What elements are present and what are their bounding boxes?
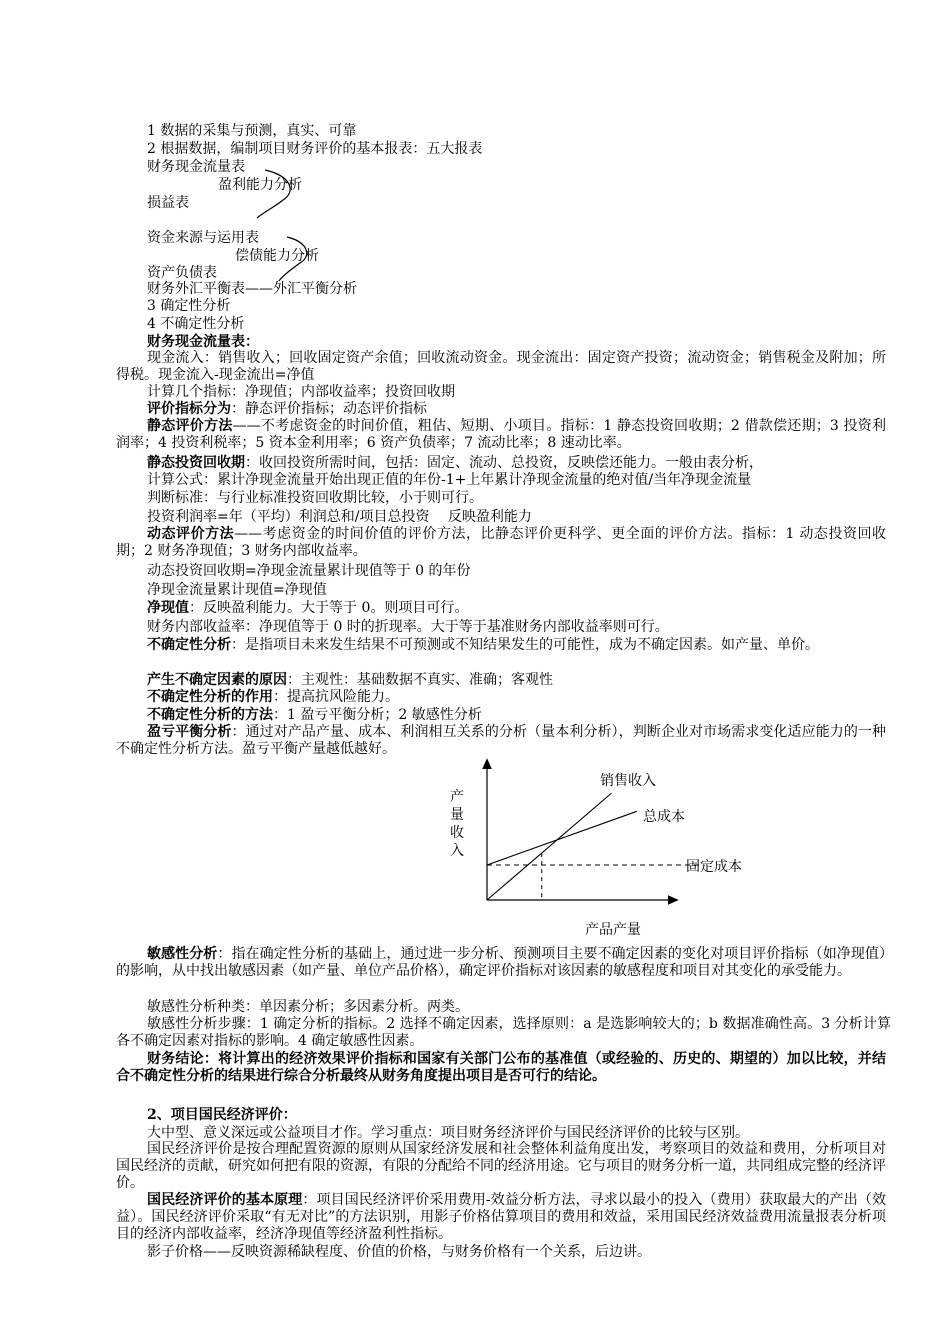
revenue-label: 销售收入 xyxy=(600,773,656,789)
forex-dash: —— xyxy=(245,281,273,297)
p3-heading: 评价指标分为 xyxy=(147,401,231,417)
y-label-char: 量 xyxy=(450,807,464,823)
cashflow-p10: 动态投资回收期=净现金流量累计现值等于 0 的年份 xyxy=(147,563,471,579)
fixed-cost-label: 固定成本 xyxy=(686,859,742,875)
p5-text: ：收回投资所需时间，包括：固定、流动、总投资，反映偿还能力。一般由表分析， xyxy=(245,455,763,471)
cashflow-heading-text: 财务现金流量表： xyxy=(147,334,259,350)
sens-p1-text: ：指在确定性分析的基础上，通过进一步分析、预测项目主要不确定因素的变化对项目评价指标（如净现值）的影响，从中找出敏感因素（如产量、单位产品价格），确定评价指标对该因素的敏感程度和项目对其变化的承受能力。 xyxy=(116,946,887,979)
conclusion-text: 财务结论：将计算出的经济效果评价指标和国家有关部门公布的基准值（或经验的、历史的、期望的）加以比较，并结合不确定性分析的结果进行综合分析最终从财务角度提出项目是否可行的结论。 xyxy=(116,1051,886,1084)
intro-line-3: 3 确定性分析 xyxy=(147,298,231,314)
cashflow-p2: 计算几个指标：净现值；内部收益率；投资回收期 xyxy=(147,384,455,400)
cashflow-heading xyxy=(147,334,259,351)
y-axis-label xyxy=(450,788,464,859)
brace-solvency xyxy=(279,237,307,281)
intro-line-2: 2 根据数据，编制项目财务评价的基本报表：五大报表 xyxy=(147,141,483,157)
p14-text: ：是指项目未来发生结果不可预测或不知结果发生的可能性，成为不确定因素。如产量、单价。 xyxy=(231,637,819,653)
cashflow-p7: 判断标准：与行业标准投资回收期比较，小于则可行。 xyxy=(147,490,483,506)
cashflow-p18 xyxy=(116,724,886,758)
cashflow-p16 xyxy=(147,689,399,706)
cashflow-p1: 现金流入：销售收入；回收固定资产余值；回收流动资金。现金流出：固定资产投资；流动资金；销售税金及附加；所得税。现金流入-现金流出=净值 xyxy=(116,350,886,383)
p9-heading: 动态评价方法 xyxy=(147,526,235,542)
national-p1: 大中型、意义深远或公益项目才作。学习重点：项目财务经济评价与国民经济评价的比较与区别。 xyxy=(147,1125,749,1141)
sensitivity-p3: 敏感性分析步骤：1 确定分析的指标。2 选择不确定因素，选择原则：a 是选影响较大的；b 数据准确性高。3 分析计算各不确定因素对指标的影响。4 确定敏感性因素。 xyxy=(116,1016,891,1049)
p16-text: ：提高抗风险能力。 xyxy=(273,689,399,705)
p3-text: ：静态评价指标；动态评价指标 xyxy=(231,401,427,417)
y-label-char: 入 xyxy=(450,843,464,859)
national-p2: 国民经济评价是按合理配置资源的原则从国家经济发展和社会整体利益角度出发，考察项目的效益和费用，分析项目对国民经济的贡献，研究如何把有限的资源，有限的分配给不同的经济用途。它与项目的财务分析一道，共同组成完整的经济评价。 xyxy=(116,1141,886,1191)
p18-text: ：通过对产品产量、成本、利润相互关系的分析（量本利分析），判断企业对市场需求变化适应能力的一种不确定性分析方法。盈亏平衡产量越低越好。 xyxy=(116,724,887,757)
cashflow-p5 xyxy=(147,455,763,472)
revenue-line xyxy=(487,793,612,900)
brace-connectors xyxy=(0,0,950,330)
cashflow-p3 xyxy=(147,401,427,418)
intro-line-1: 1 数据的采集与预测，真实、可靠 xyxy=(147,123,357,139)
financial-conclusion xyxy=(116,1051,886,1085)
national-heading xyxy=(147,1107,297,1124)
p15-heading: 产生不确定因素的原因 xyxy=(147,672,287,688)
cashflow-p4 xyxy=(116,418,886,452)
p18-heading: 盈亏平衡分析 xyxy=(147,724,232,740)
p14-heading: 不确定性分析 xyxy=(147,637,231,653)
national-p3-heading: 国民经济评价的基本原理 xyxy=(147,1192,303,1208)
sensitivity-p2: 敏感性分析种类：单因素分析；多因素分析。两类。 xyxy=(147,999,469,1015)
forex-table-text: 财务外汇平衡表 xyxy=(147,281,245,297)
cashflow-p17 xyxy=(147,707,482,724)
p9-text: ——考虑资金的时间价值的评价方法，比静态评价更科学、更全面的评价方法。指标：1 动态投资回收期；2 财务净现值；3 财务内部收益率。 xyxy=(116,526,886,559)
label-profitability-analysis: 盈利能力分析 xyxy=(218,177,302,193)
p16-heading: 不确定性分析的作用 xyxy=(147,689,273,705)
label-funds-table: 资金来源与运用表 xyxy=(147,230,259,246)
national-heading-text: 2、项目国民经济评价： xyxy=(147,1107,297,1123)
cashflow-p11: 净现金流量累计现值=净现值 xyxy=(147,582,327,598)
total-cost-line xyxy=(487,811,637,865)
y-label-char: 收 xyxy=(450,825,464,841)
p4-heading: 静态评价方法 xyxy=(147,418,233,434)
brace-profit xyxy=(257,170,290,218)
x-axis-label: 产品产量 xyxy=(585,922,641,938)
p4-text: ——不考虑资金的时间价值，粗估、短期、小项目。指标：1 静态投资回收期；2 借款偿还期；3 投资利润率；4 投资利税率；5 资本金利用率；6 资产负债率；7 流动比率；8 速动比率。 xyxy=(116,418,887,451)
label-cash-flow-table: 财务现金流量表 xyxy=(147,159,245,175)
national-p4: 影子价格——反映资源稀缺程度、价值的价格，与财务价格有一个关系，后边讲。 xyxy=(147,1244,651,1260)
cashflow-p6: 计算公式：累计净现金流量开始出现正值的年份-1+上年累计净现金流量的绝对值/当年净现金流量 xyxy=(147,472,752,488)
total-cost-label: 总成本 xyxy=(643,809,685,825)
y-label-char: 产 xyxy=(450,789,464,805)
cashflow-p9 xyxy=(116,526,886,560)
sensitivity-p1 xyxy=(116,946,886,980)
forex-analysis-text: 外汇平衡分析 xyxy=(273,281,357,297)
sens-p1-heading: 敏感性分析 xyxy=(147,946,218,962)
label-balance-sheet: 资产负债表 xyxy=(147,265,217,281)
cashflow-p14 xyxy=(116,637,886,654)
label-solvency-analysis: 偿债能力分析 xyxy=(235,248,319,264)
p15-text: ：主观性：基础数据不真实、准确；客观性 xyxy=(287,672,553,688)
p12-heading: 净现值 xyxy=(147,600,189,616)
p17-text: ：1 盈亏平衡分析；2 敏感性分析 xyxy=(273,707,482,723)
intro-line-4: 4 不确定性分析 xyxy=(147,316,245,332)
p5-heading: 静态投资回收期 xyxy=(147,455,245,471)
cashflow-p8: 投资利润率=年（平均）利润总和/项目总投资 反映盈利能力 xyxy=(147,509,532,525)
national-p3 xyxy=(116,1192,886,1243)
cashflow-p15 xyxy=(147,672,553,689)
breakeven-chart xyxy=(0,755,950,945)
national-p3-text: ：项目国民经济评价采用费用-效益分析方法，寻求以最小的投入（费用）获取最大的产出（效益）。国民经济评价采取“有无对比”的方法识别，用影子价格估算项目的费用和效益，采用国民经济效益费用流量报表分析项目的经济内部收益率，经济净现值等经济盈利性指标。 xyxy=(116,1192,886,1242)
cashflow-p13: 财务内部收益率：净现值等于 0 时的折现率。大于等于基准财务内部收益率则可行。 xyxy=(147,619,669,635)
p17-heading: 不确定性分析的方法 xyxy=(147,707,273,723)
p12-text: ：反映盈利能力。大于等于 0。则项目可行。 xyxy=(189,600,469,616)
cashflow-p12 xyxy=(147,600,468,617)
label-income-statement: 损益表 xyxy=(147,195,189,211)
